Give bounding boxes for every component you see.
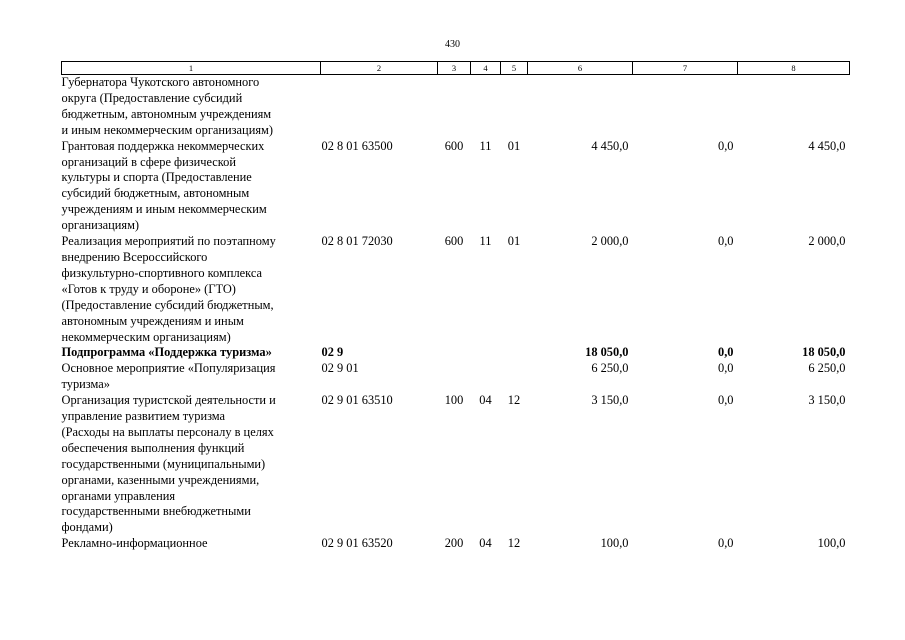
header-cell: 4 bbox=[471, 62, 501, 75]
row-name-line: округа (Предоставление субсидий bbox=[61, 90, 243, 105]
row-name bbox=[62, 361, 321, 393]
table-row bbox=[62, 361, 850, 393]
row-name-line: управление развитием туризма bbox=[61, 409, 226, 424]
row-name-line: органами, казенными учреждениями, bbox=[61, 472, 260, 487]
row-name-line: автономным учреждениям и иным bbox=[61, 313, 244, 328]
row-col3 bbox=[438, 75, 471, 139]
table-row bbox=[62, 75, 850, 139]
row-col4: 11 bbox=[479, 234, 492, 249]
row-name-line: учреждениям и иным некоммерческим bbox=[61, 202, 267, 217]
row-name-line: Губернатора Чукотского автономного bbox=[61, 75, 260, 89]
row-col4 bbox=[471, 75, 501, 139]
row-name-line: физкультурно-спортивного комплекса bbox=[61, 265, 263, 280]
row-name-line: туризма» bbox=[61, 377, 110, 392]
row-name-line: организаций в сфере физической bbox=[61, 154, 236, 169]
table-row bbox=[62, 234, 850, 345]
row-col3 bbox=[438, 361, 471, 393]
row-code: 02 8 01 72030 bbox=[321, 234, 393, 249]
row-name bbox=[62, 139, 321, 234]
row-code bbox=[321, 75, 438, 139]
row-name-line: организациям) bbox=[61, 218, 140, 233]
row-col4 bbox=[471, 345, 501, 361]
row-name-line: Организация туристской деятельности и bbox=[61, 393, 276, 408]
row-code: 02 9 01 bbox=[321, 361, 359, 376]
row-name-line: государственными внебюджетными bbox=[61, 504, 251, 519]
row-col4: 04 bbox=[479, 393, 492, 408]
row-col5: 01 bbox=[507, 138, 521, 153]
row-value-6: 6 250,0 bbox=[591, 361, 629, 376]
row-value-6: 4 450,0 bbox=[591, 138, 629, 153]
row-col5: 12 bbox=[507, 536, 521, 551]
row-name-line: Подпрограмма «Поддержка туризма» bbox=[61, 345, 272, 360]
row-value-6 bbox=[528, 75, 633, 139]
row-name bbox=[62, 536, 321, 552]
table-row bbox=[62, 393, 850, 536]
row-value-8: 4 450,0 bbox=[808, 138, 846, 153]
row-name-line: государственными (муниципальными) bbox=[61, 456, 266, 471]
table-header-row bbox=[62, 62, 850, 75]
row-value-6: 100,0 bbox=[600, 536, 629, 551]
row-name-line: Основное мероприятие «Популяризация bbox=[61, 361, 276, 376]
row-value-7: 0,0 bbox=[718, 393, 734, 408]
row-name bbox=[62, 345, 321, 361]
header-cell: 5 bbox=[501, 62, 528, 75]
table-row bbox=[62, 139, 850, 234]
row-name bbox=[62, 393, 321, 536]
row-value-8: 18 050,0 bbox=[802, 345, 846, 360]
header-cell: 6 bbox=[528, 62, 633, 75]
row-name-line: внедрению Всероссийского bbox=[61, 249, 208, 264]
row-name-line: «Готов к труду и обороне» (ГТО) bbox=[61, 281, 236, 296]
row-col3 bbox=[438, 345, 471, 361]
row-name-line: Грантовая поддержка некоммерческих bbox=[61, 138, 265, 153]
page-number: 430 bbox=[445, 39, 460, 50]
row-value-8: 2 000,0 bbox=[808, 234, 846, 249]
row-col5 bbox=[501, 361, 528, 393]
row-col4 bbox=[471, 361, 501, 393]
row-col3: 600 bbox=[444, 234, 464, 249]
row-name-line: культуры и спорта (Предоставление bbox=[61, 170, 252, 185]
row-value-6: 2 000,0 bbox=[591, 234, 629, 249]
budget-table bbox=[61, 61, 850, 552]
row-name-line: органами управления bbox=[61, 488, 176, 503]
row-col3: 600 bbox=[444, 138, 464, 153]
row-value-8: 3 150,0 bbox=[808, 393, 846, 408]
row-col5: 12 bbox=[507, 393, 521, 408]
row-name bbox=[62, 234, 321, 345]
row-col4: 04 bbox=[479, 536, 492, 551]
row-name bbox=[62, 75, 321, 139]
header-cell: 3 bbox=[438, 62, 471, 75]
row-code: 02 8 01 63500 bbox=[321, 138, 393, 153]
header-cell: 1 bbox=[62, 62, 321, 75]
row-value-7: 0,0 bbox=[718, 138, 734, 153]
row-col4: 11 bbox=[479, 138, 492, 153]
row-name-line: и иным некоммерческим организациям) bbox=[61, 122, 273, 137]
row-col3: 100 bbox=[444, 393, 464, 408]
table-row bbox=[62, 536, 850, 552]
row-col3: 200 bbox=[444, 536, 464, 551]
row-value-7: 0,0 bbox=[718, 345, 734, 360]
row-value-8: 100,0 bbox=[817, 536, 846, 551]
header-cell: 7 bbox=[633, 62, 738, 75]
row-code: 02 9 bbox=[321, 345, 344, 360]
row-code: 02 9 01 63510 bbox=[321, 393, 393, 408]
row-name-line: субсидий бюджетным, автономным bbox=[61, 186, 250, 201]
row-value-7: 0,0 bbox=[718, 536, 734, 551]
row-name-line: некоммерческим организациям) bbox=[61, 329, 231, 344]
row-name-line: фондами) bbox=[61, 520, 113, 535]
row-value-7: 0,0 bbox=[718, 234, 734, 249]
table-row bbox=[62, 345, 850, 361]
row-value-7: 0,0 bbox=[718, 361, 734, 376]
row-name-line: бюджетным, автономным учреждениям bbox=[61, 106, 272, 121]
row-col5 bbox=[501, 345, 528, 361]
row-value-6: 18 050,0 bbox=[585, 345, 629, 360]
row-col5: 01 bbox=[507, 234, 521, 249]
row-value-7 bbox=[633, 75, 738, 139]
row-col5 bbox=[501, 75, 528, 139]
row-name-line: Реализация мероприятий по поэтапному bbox=[61, 234, 276, 249]
header-cell: 2 bbox=[321, 62, 438, 75]
row-name-line: Рекламно-информационное bbox=[61, 536, 208, 551]
row-name-line: обеспечения выполнения функций bbox=[61, 440, 245, 455]
row-name-line: (Расходы на выплаты персоналу в целях bbox=[61, 424, 274, 439]
row-code: 02 9 01 63520 bbox=[321, 536, 393, 551]
header-cell: 8 bbox=[738, 62, 850, 75]
row-value-8 bbox=[738, 75, 850, 139]
row-value-8: 6 250,0 bbox=[808, 361, 846, 376]
row-value-6: 3 150,0 bbox=[591, 393, 629, 408]
row-name-line: (Предоставление субсидий бюджетным, bbox=[61, 297, 274, 312]
